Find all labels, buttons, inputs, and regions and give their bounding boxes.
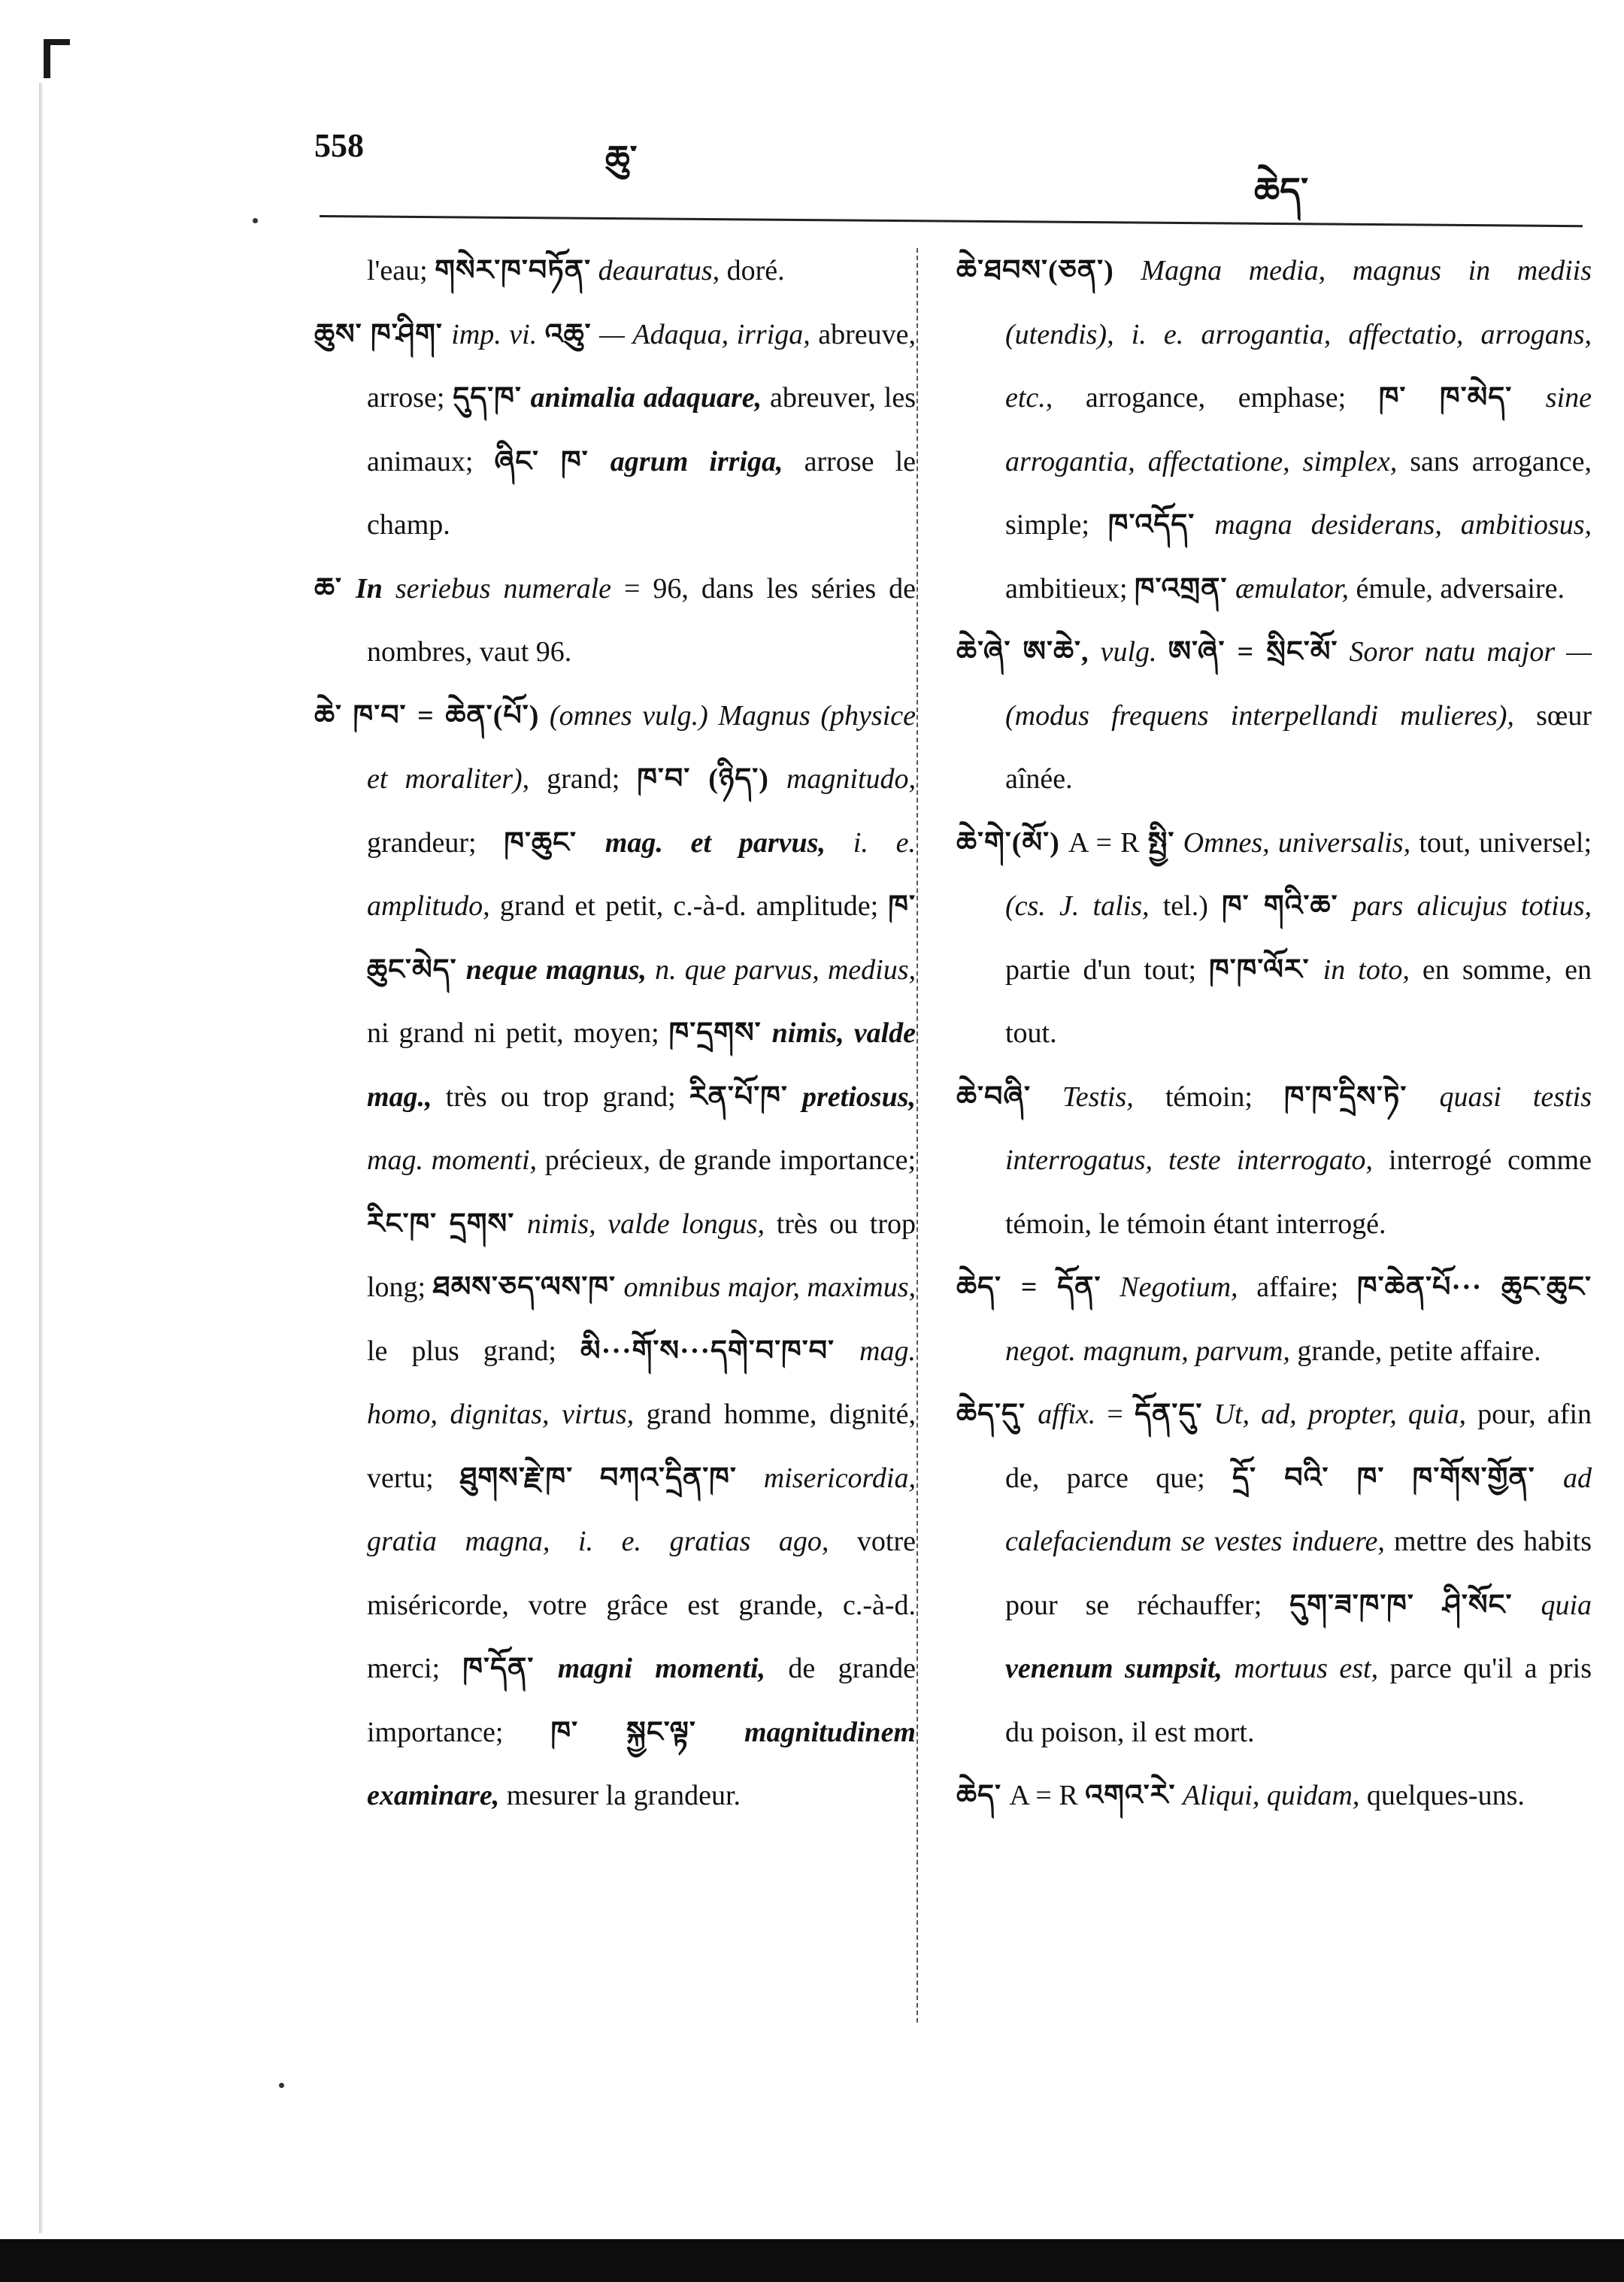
french-text: précieux, de grande importance; bbox=[537, 1144, 917, 1176]
latin-text: neque magnus, bbox=[465, 953, 647, 986]
stray-ink-dot bbox=[279, 2083, 284, 2088]
page-spine-shadow bbox=[39, 83, 43, 2233]
tibetan-text: ཁ་དོན་ bbox=[462, 1653, 558, 1684]
latin-text: Testis, bbox=[1030, 1080, 1134, 1113]
french-text: témoin; bbox=[1133, 1080, 1285, 1113]
tibetan-text: ཆེད་ bbox=[956, 1780, 1010, 1811]
tibetan-text: ཁ་ སྐྱང་ལྟ་ bbox=[550, 1716, 744, 1748]
latin-text: — Adaqua, irriga, bbox=[591, 318, 810, 350]
tibetan-text: ཁ་བ་ = ཆེན་(པོ་) bbox=[353, 699, 540, 732]
tibetan-text: ཁ་འགྲན་ bbox=[1135, 572, 1235, 605]
tibetan-text: ཆ་ bbox=[314, 572, 356, 605]
latin-text: Aliqui, quidam, bbox=[1175, 1780, 1360, 1811]
latin-text: i. e. amplitudo, bbox=[367, 826, 916, 922]
latin-text: nimis, valde longus, bbox=[526, 1208, 765, 1240]
dictionary-entry bbox=[956, 620, 1592, 811]
dictionary-entry bbox=[956, 1065, 1592, 1256]
french-text: de grande importance; bbox=[367, 1653, 916, 1748]
latin-text: agrum irriga, bbox=[610, 445, 783, 477]
french-text: arrogance, emphase; bbox=[1053, 382, 1379, 414]
dictionary-entry-continuation bbox=[314, 239, 916, 303]
tibetan-text: ཆེད་ = དོན་ bbox=[956, 1271, 1101, 1303]
latin-text: Negotium, bbox=[1101, 1271, 1238, 1303]
latin-text: pretiosus, bbox=[802, 1080, 917, 1113]
right-column bbox=[956, 239, 1592, 1828]
dictionary-entry bbox=[956, 811, 1592, 1065]
tibetan-text: ཁ་ཁ་ལོར་ bbox=[1209, 953, 1323, 986]
latin-text: quia bbox=[1541, 1589, 1592, 1621]
tibetan-text: ཐམས་ཅད་ལས་ཁ་ bbox=[432, 1271, 624, 1303]
french-text: tout, universel; bbox=[1410, 826, 1592, 859]
french-text: votre miséricorde, votre grâce est grande, c.-à-d. merci; bbox=[367, 1526, 916, 1684]
french-text: pour, afin de, parce que; bbox=[1005, 1399, 1592, 1494]
tibetan-text: དུད་ཁ་ bbox=[453, 382, 531, 414]
tibetan-text: ཐུགས་རྗེ་ཁ་ བཀའ་དྲིན་ཁ་ bbox=[459, 1462, 764, 1494]
french-text: grandeur; bbox=[367, 826, 504, 859]
french-text: sans arrogance, simple; bbox=[1005, 445, 1592, 541]
latin-text: misericordia, gratia magna, i. e. gratias ago, bbox=[367, 1462, 916, 1557]
latin-text: ad calefaciendum se vestes induere, bbox=[1005, 1462, 1592, 1557]
tibetan-text: ཆེད་དུ་ bbox=[956, 1399, 1038, 1430]
latin-text: Soror natu major — (modus frequens interpellandi mulieres), bbox=[1005, 636, 1592, 732]
tibetan-text: ཆེ་གེ་(མོ་) bbox=[956, 826, 1060, 859]
dictionary-entry bbox=[314, 303, 916, 557]
latin-text: In bbox=[356, 572, 383, 605]
scan-bottom-band bbox=[0, 2239, 1624, 2282]
french-text: grand; bbox=[529, 763, 638, 795]
tibetan-text: རིན་པོ་ཁ་ bbox=[689, 1080, 803, 1113]
tibetan-text: ཁ་ཁ་དྲིས་ཏེ་ bbox=[1284, 1080, 1440, 1113]
tibetan-text: དོན་དུ་ bbox=[1135, 1399, 1203, 1430]
french-text: ni grand ni petit, moyen; bbox=[367, 1017, 669, 1049]
latin-text: affix. bbox=[1038, 1399, 1096, 1430]
french-text: abreuve, arrose; bbox=[367, 318, 916, 414]
tibetan-text: དུག་ཟ་ཁ་ཁ་ ཤི་སོང་ bbox=[1289, 1589, 1541, 1621]
latin-text: n. que parvus, medius, bbox=[647, 953, 916, 986]
latin-text: magnitudo, bbox=[768, 763, 916, 795]
latin-text: venenum sumpsit, bbox=[1005, 1653, 1223, 1684]
tibetan-text: ཁ་ ཁ་མེད་ bbox=[1378, 382, 1546, 414]
french-text: = 96, dans les séries de nombres, vaut 96. bbox=[367, 572, 916, 668]
stray-ink-dot bbox=[253, 218, 258, 223]
french-text: grand et petit, c.-à-d. amplitude; bbox=[489, 890, 889, 922]
latin-text: negot. magnum, parvum, bbox=[1005, 1335, 1290, 1367]
latin-text: omnibus major, maximus, bbox=[623, 1271, 916, 1303]
tibetan-text: ཨ་ཞེ་ = སྲིང་མོ་ bbox=[1168, 636, 1338, 668]
french-text: mettre des habits pour se réchauffer; bbox=[1005, 1526, 1592, 1621]
latin-text: (cs. J. talis, bbox=[1005, 890, 1150, 922]
latin-text: sine arrogantia, affectatione, simplex, bbox=[1005, 382, 1592, 477]
french-text: A = R bbox=[1059, 826, 1148, 859]
french-text: tel.) bbox=[1149, 890, 1223, 922]
dictionary-entry bbox=[956, 1256, 1592, 1383]
french-text: affaire; bbox=[1238, 1271, 1357, 1303]
french-text: parce qu'il a pris du poison, il est mort. bbox=[1005, 1653, 1592, 1748]
tibetan-text: འཆུ་ bbox=[544, 318, 592, 350]
french-text: grande, petite affaire. bbox=[1289, 1335, 1541, 1367]
latin-text: in toto, bbox=[1323, 953, 1410, 986]
column-divider bbox=[917, 248, 920, 2023]
latin-text: mortuus est, bbox=[1222, 1653, 1379, 1684]
tibetan-text: སྤྱི་ bbox=[1147, 826, 1175, 859]
french-text: partie d'un tout; bbox=[1005, 953, 1210, 986]
tibetan-text: ཁ་ཤིག་ bbox=[371, 318, 452, 350]
running-headword-right: ཆེད་ bbox=[1254, 171, 1309, 211]
tibetan-text: ཆེ་ཐབས་(ཅན་) bbox=[956, 255, 1114, 286]
tibetan-text: ཁ་ཆེན་པོ··· ཆུང་ཆུང་ bbox=[1356, 1271, 1592, 1303]
french-text: arrose le champ. bbox=[367, 445, 916, 541]
french-text: mesurer la grandeur. bbox=[499, 1780, 741, 1811]
dictionary-entry bbox=[956, 1764, 1592, 1828]
tibetan-text: དྲོ་ བའི་ ཁ་ ཁ་གོས་གྱོན་ bbox=[1232, 1462, 1563, 1494]
french-text: ambitieux; bbox=[1005, 572, 1135, 605]
tibetan-text: ཆེ་བཞི་ bbox=[956, 1080, 1031, 1113]
french-text: le plus grand; bbox=[367, 1335, 580, 1367]
tibetan-text: ཁ་ཆུང་མེད་ bbox=[367, 890, 916, 986]
dictionary-entry bbox=[956, 239, 1592, 620]
tibetan-text: གསེར་ཁ་བཏོན་ bbox=[435, 255, 592, 286]
latin-text: pars alicujus totius, bbox=[1352, 890, 1592, 922]
tibetan-text: ཁ་དྲགས་ bbox=[668, 1017, 772, 1049]
tibetan-text: ཆེ་ bbox=[314, 699, 353, 732]
french-text: abreuver, les animaux; bbox=[367, 382, 916, 477]
tibetan-text: རིང་ཁ་ དྲགས་ bbox=[367, 1208, 527, 1240]
french-text: en somme, en tout. bbox=[1005, 953, 1592, 1049]
running-headword-left: ཆུ་ bbox=[605, 139, 638, 177]
latin-text: deauratus, bbox=[591, 255, 720, 286]
french-text: interrogé comme témoin, le témoin étant interrogé. bbox=[1005, 1144, 1592, 1240]
french-text: A = R bbox=[1009, 1780, 1086, 1811]
latin-text: seriebus numerale bbox=[382, 572, 612, 605]
page-corner-mark bbox=[44, 39, 70, 78]
french-text: = bbox=[1095, 1399, 1135, 1430]
latin-text: magnitudinem examinare, bbox=[367, 1716, 916, 1811]
latin-text: imp. vi. bbox=[451, 318, 545, 350]
tibetan-text: ཆེ་ཞེ་ bbox=[956, 636, 1023, 668]
dictionary-entry bbox=[314, 557, 916, 684]
tibetan-text: འགའ་རེ་ bbox=[1085, 1780, 1176, 1811]
tibetan-text: མི···གོ་ས···དགེ་བ་ཁ་བ་ bbox=[580, 1335, 860, 1367]
french-text: émule, adversaire. bbox=[1348, 572, 1565, 605]
latin-text: Ut, ad, propter, quia, bbox=[1202, 1399, 1466, 1430]
tibetan-text: ཁ་ གའི་ཆ་ bbox=[1222, 890, 1353, 922]
dictionary-entry bbox=[956, 1383, 1592, 1764]
french-text: quelques-uns. bbox=[1359, 1780, 1525, 1811]
latin-text: mag. et parvus, bbox=[604, 826, 826, 859]
french-text: grand homme, dignité, vertu; bbox=[367, 1399, 916, 1494]
latin-text: vulg. bbox=[1089, 636, 1168, 668]
latin-text: æmulator, bbox=[1235, 572, 1349, 605]
header-rule bbox=[320, 215, 1583, 227]
latin-text: quasi testis interrogatus, teste interrogato, bbox=[1005, 1080, 1592, 1176]
left-column bbox=[314, 239, 916, 1828]
tibetan-text: ཁ་འདོད་ bbox=[1107, 509, 1215, 541]
dictionary-entry bbox=[314, 684, 916, 1828]
french-text: doré. bbox=[720, 255, 785, 286]
latin-text: magni momenti, bbox=[557, 1653, 766, 1684]
latin-text: Omnes, universalis, bbox=[1174, 826, 1411, 859]
french-text: très ou trop grand; bbox=[432, 1080, 689, 1113]
latin-text: mag. homo, dignitas, virtus, bbox=[367, 1335, 916, 1430]
french-text: l'eau; bbox=[367, 255, 435, 286]
latin-text: (omnes vulg.) Magnus (physice et moraliter), bbox=[367, 699, 916, 795]
page-number: 558 bbox=[314, 127, 364, 164]
tibetan-text: ཆུས་ bbox=[314, 318, 371, 350]
tibetan-text: ཁ་ཆུང་ bbox=[504, 826, 605, 859]
french-text: sœur aînée. bbox=[1005, 699, 1592, 795]
tibetan-text: ཨ་ཆེ་, bbox=[1023, 636, 1089, 668]
french-text: très ou trop long; bbox=[367, 1208, 917, 1303]
latin-text: mag. momenti, bbox=[367, 1144, 538, 1176]
tibetan-text: ཞིང་ ཁ་ bbox=[494, 445, 611, 477]
latin-text: Magna media, magnus in mediis (utendis), i. e. arrogantia, affectatio, arrogans, etc., bbox=[1005, 255, 1592, 414]
latin-text: magna desiderans, ambitiosus, bbox=[1214, 509, 1592, 541]
tibetan-text: ཁ་བ་ (ཉིད་) bbox=[637, 763, 769, 795]
latin-text: animalia adaquare, bbox=[530, 382, 762, 414]
latin-text: nimis, valde mag., bbox=[367, 1017, 917, 1113]
